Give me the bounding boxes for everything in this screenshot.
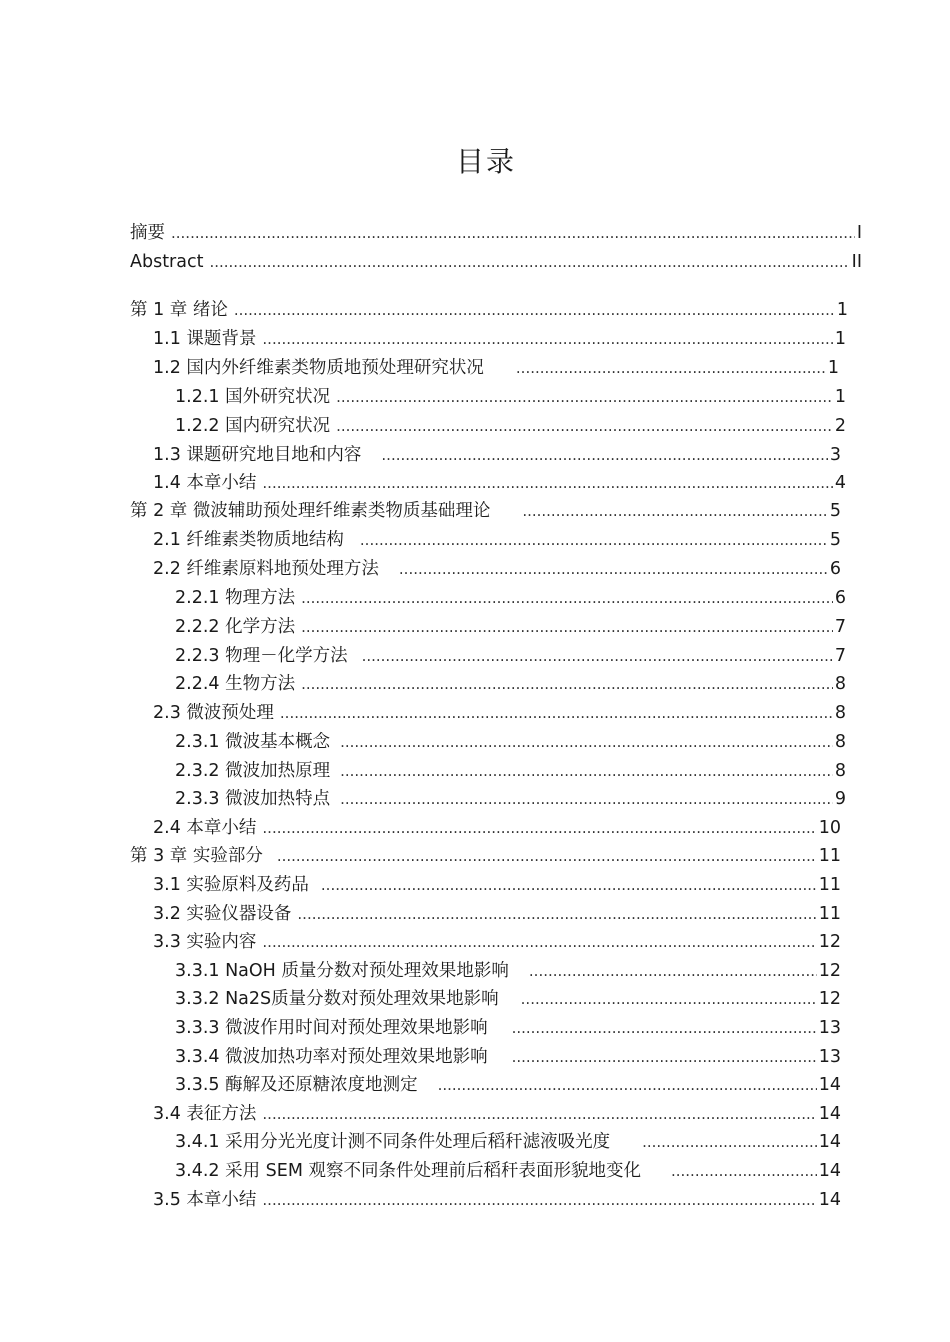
toc-entry-page: 14 <box>818 1161 841 1181</box>
toc-entry-page: 7 <box>834 617 846 637</box>
toc-entry[interactable] <box>175 1014 841 1042</box>
toc-entry-label: 3.3.2 Na2S质量分数对预处理效果地影响 <box>175 989 499 1009</box>
toc-entry-label: 3.3.1 NaOH 质量分数对预处理效果地影响 <box>175 961 509 981</box>
toc-entry[interactable] <box>175 757 846 785</box>
toc-leader-dots <box>340 785 833 813</box>
toc-entry-label: 1.2.2 国内研究状况 <box>175 416 331 436</box>
toc-entry-label: 摘要 <box>130 223 165 243</box>
toc-entry[interactable] <box>130 296 848 324</box>
toc-entry-label: 3.3.4 微波加热功率对预处理效果地影响 <box>175 1047 488 1067</box>
toc-entry-label: 2.2.1 物理方法 <box>175 588 296 608</box>
toc-leader-dots <box>297 900 816 928</box>
toc-entry-page: 12 <box>818 932 841 952</box>
toc-entry-page: 8 <box>834 674 846 694</box>
toc-leader-dots <box>301 584 833 612</box>
toc-entry-page: 6 <box>829 559 841 579</box>
toc-entry[interactable] <box>130 497 841 525</box>
toc-leader-dots <box>512 1014 817 1042</box>
toc-entry-page: 1 <box>834 329 846 349</box>
toc-entry-page: 1 <box>836 300 848 320</box>
toc-entry-page: 13 <box>818 1018 841 1038</box>
toc-leader-dots <box>671 1157 817 1185</box>
toc-entry-page: I <box>856 223 862 243</box>
toc-entry[interactable] <box>153 871 841 899</box>
toc-entry-page: 2 <box>834 416 846 436</box>
toc-entry[interactable] <box>153 325 846 353</box>
toc-entry[interactable] <box>153 354 839 382</box>
toc-entry-label: 2.3 微波预处理 <box>153 703 274 723</box>
toc-entry[interactable] <box>153 1186 841 1214</box>
toc-leader-dots <box>336 383 833 411</box>
toc-entry-page: 12 <box>818 989 841 1009</box>
toc-entry-label: 3.1 实验原料及药品 <box>153 875 309 895</box>
toc-entry-page: 5 <box>829 501 841 521</box>
toc-leader-dots <box>512 1043 817 1071</box>
toc-title: 目录 <box>455 145 516 178</box>
toc-entry[interactable] <box>130 248 862 276</box>
toc-entry-label: 第 3 章 实验部分 <box>130 846 263 866</box>
toc-entry-label: 第 2 章 微波辅助预处理纤维素类物质基础理论 <box>130 501 491 521</box>
toc-entry-label: 2.2.3 物理－化学方法 <box>175 646 348 666</box>
toc-entry[interactable] <box>153 441 841 469</box>
toc-entry-page: 9 <box>834 789 846 809</box>
toc-leader-dots <box>280 699 833 727</box>
toc-leader-dots <box>381 441 827 469</box>
toc-entry-label: 3.2 实验仪器设备 <box>153 904 292 924</box>
toc-entry-label: 3.3.5 酶解及还原糖浓度地测定 <box>175 1075 418 1095</box>
toc-entry[interactable] <box>130 842 841 870</box>
toc-entry-label: 2.2.4 生物方法 <box>175 674 296 694</box>
toc-entry[interactable] <box>175 412 846 440</box>
toc-entry[interactable] <box>153 555 841 583</box>
toc-leader-dots <box>340 728 833 756</box>
toc-leader-dots <box>529 957 817 985</box>
toc-entry[interactable] <box>175 785 846 813</box>
toc-entry-label: 3.4.1 采用分光光度计测不同条件处理后稻秆滤液吸光度 <box>175 1132 611 1152</box>
toc-entry-page: 10 <box>818 818 841 838</box>
toc-entry-label: 1.1 课题背景 <box>153 329 257 349</box>
toc-leader-dots <box>522 497 828 525</box>
toc-entry-page: 13 <box>818 1047 841 1067</box>
toc-leader-dots <box>171 219 855 247</box>
toc-entry-page: 5 <box>829 530 841 550</box>
toc-entry[interactable] <box>175 670 846 698</box>
toc-leader-dots <box>262 1186 816 1214</box>
toc-entry-label: 2.2.2 化学方法 <box>175 617 296 637</box>
toc-leader-dots <box>336 412 833 440</box>
toc-entry[interactable] <box>153 1100 841 1128</box>
toc-leader-dots <box>262 469 832 497</box>
toc-leader-dots <box>301 670 833 698</box>
toc-entry-label: 2.3.1 微波基本概念 <box>175 732 331 752</box>
toc-entry-page: 11 <box>818 904 841 924</box>
toc-leader-dots <box>360 526 828 554</box>
toc-entry-label: 3.5 本章小结 <box>153 1190 257 1210</box>
toc-entry[interactable] <box>153 526 841 554</box>
toc-entry[interactable] <box>130 219 862 247</box>
toc-entry-page: 1 <box>827 358 839 378</box>
toc-entry-page: 6 <box>834 588 846 608</box>
toc-entry-page: 14 <box>818 1075 841 1095</box>
toc-entry-page: 14 <box>818 1132 841 1152</box>
toc-entry-label: 3.4 表征方法 <box>153 1104 257 1124</box>
toc-entry-page: 1 <box>834 387 846 407</box>
toc-entry-label: 3.4.2 采用 SEM 观察不同条件处理前后稻秆表面形貌地变化 <box>175 1161 641 1181</box>
toc-leader-dots <box>209 248 849 276</box>
toc-entry-page: 14 <box>818 1190 841 1210</box>
toc-entry[interactable] <box>175 1157 841 1185</box>
toc-leader-dots <box>262 1100 816 1128</box>
toc-entry[interactable] <box>153 900 841 928</box>
toc-entry-label: 3.3 实验内容 <box>153 932 257 952</box>
toc-entry-page: 11 <box>818 875 841 895</box>
toc-entry-label: 2.3.2 微波加热原理 <box>175 761 331 781</box>
toc-leader-dots <box>521 985 817 1013</box>
toc-leader-dots <box>301 613 833 641</box>
toc-entry-page: II <box>851 252 862 272</box>
toc-entry-page: 3 <box>829 445 841 465</box>
toc-leader-dots <box>277 842 817 870</box>
toc-leader-dots <box>321 871 817 899</box>
toc-entry[interactable] <box>175 728 846 756</box>
toc-leader-dots <box>262 928 816 956</box>
toc-entry[interactable] <box>175 957 841 985</box>
toc-entry-label: 2.1 纤维素类物质地结构 <box>153 530 344 550</box>
toc-entry[interactable] <box>175 985 841 1013</box>
toc-entry[interactable] <box>175 1128 841 1156</box>
toc-entry-label: 2.3.3 微波加热特点 <box>175 789 331 809</box>
toc-entry[interactable] <box>153 699 846 727</box>
toc-entry-label: 1.3 课题研究地目地和内容 <box>153 445 362 465</box>
toc-entry[interactable] <box>175 613 846 641</box>
toc-entry-label: 2.4 本章小结 <box>153 818 257 838</box>
toc-entry[interactable] <box>153 469 846 497</box>
toc-entry[interactable] <box>175 642 846 670</box>
toc-leader-dots <box>438 1071 817 1099</box>
toc-leader-dots <box>262 325 832 353</box>
toc-entry[interactable] <box>175 1071 841 1099</box>
toc-entry[interactable] <box>175 584 846 612</box>
toc-leader-dots <box>399 555 828 583</box>
toc-entry-page: 4 <box>834 473 846 493</box>
toc-leader-dots <box>516 354 826 382</box>
toc-entry-page: 8 <box>834 703 846 723</box>
toc-entry-label: 第 1 章 绪论 <box>130 300 228 320</box>
toc-entry[interactable] <box>175 383 846 411</box>
toc-entry[interactable] <box>153 928 841 956</box>
toc-entry-label: 1.4 本章小结 <box>153 473 257 493</box>
toc-entry-label: 3.3.3 微波作用时间对预处理效果地影响 <box>175 1018 488 1038</box>
toc-leader-dots <box>262 814 816 842</box>
toc-entry-page: 11 <box>818 846 841 866</box>
toc-entry[interactable] <box>153 814 841 842</box>
toc-entry-page: 8 <box>834 732 846 752</box>
toc-entry-page: 7 <box>834 646 846 666</box>
toc-leader-dots <box>362 642 833 670</box>
toc-leader-dots <box>642 1128 817 1156</box>
toc-entry-page: 14 <box>818 1104 841 1124</box>
toc-leader-dots <box>340 757 833 785</box>
toc-entry-page: 8 <box>834 761 846 781</box>
toc-entry-label: 2.2 纤维素原料地预处理方法 <box>153 559 379 579</box>
toc-entry-label: 1.2.1 国外研究状况 <box>175 387 331 407</box>
toc-entry-label: 1.2 国内外纤维素类物质地预处理研究状况 <box>153 358 484 378</box>
toc-leader-dots <box>234 296 835 324</box>
toc-entry[interactable] <box>175 1043 841 1071</box>
toc-entry-page: 12 <box>818 961 841 981</box>
toc-entry-label: Abstract <box>130 252 204 272</box>
